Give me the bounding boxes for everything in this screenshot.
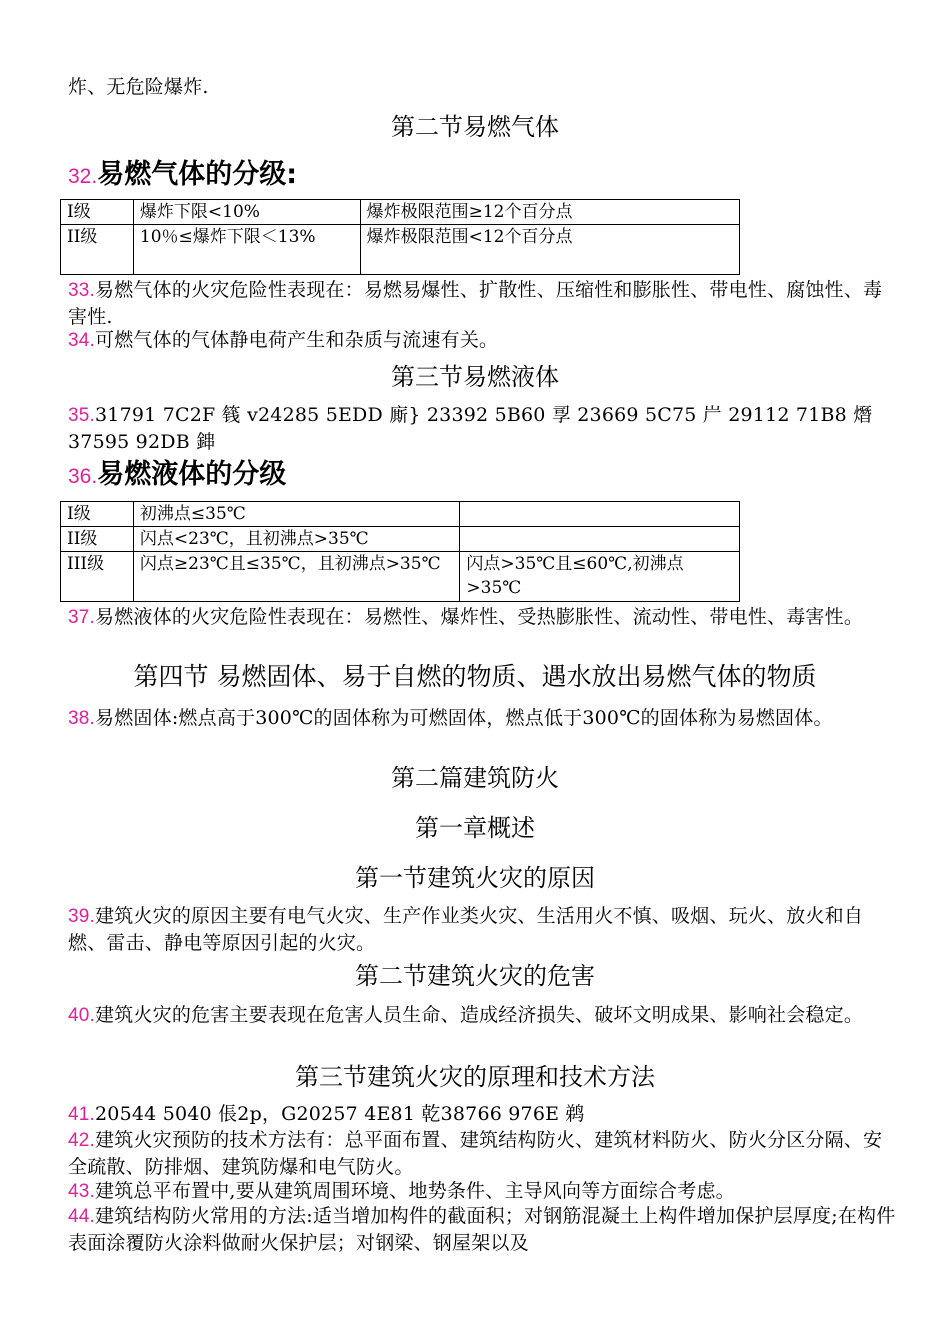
item-text: 建筑总平布置中,要从建筑周围环境、地势条件、主导风向等方面综合考虑。	[95, 1180, 735, 1202]
part-heading: 第二篇建筑防火	[391, 764, 559, 792]
item-text: 建筑火灾预防的技术方法有：总平面布置、建筑结构防火、建筑材料防火、防火分区分隔、安全疏散、防排烟、建筑防爆和电气防火。	[68, 1129, 883, 1178]
item-39	[68, 903, 898, 956]
item-number: 37.	[68, 607, 96, 628]
item-text: 建筑结构防火常用的方法:适当增加构件的截面积；对钢筋混凝土上构件增加保护层厚度;在构件表面涂覆防火涂料做耐火保护层；对钢梁、钢屋架以及	[68, 1205, 896, 1254]
item-36-heading	[68, 458, 286, 494]
gas-classification-table	[60, 199, 740, 275]
item-number: 44.	[68, 1206, 96, 1227]
item-34	[68, 327, 898, 354]
item-35	[68, 402, 898, 455]
item-32-heading	[68, 158, 297, 194]
item-text: 建筑火灾的原因主要有电气火灾、生产作业类火灾、生活用火不慎、吸烟、玩火、放火和自燃、雷击、静电等原因引起的火灾。	[68, 905, 864, 954]
item-number: 36.	[68, 465, 98, 488]
table-cell: 初沸点≤35℃	[133, 502, 460, 527]
table-cell: 闪点≥23℃且≤35℃，且初沸点>35℃	[133, 552, 460, 602]
table-cell: 闪点<23℃，且初沸点>35℃	[133, 527, 460, 552]
section-heading-cause: 第一节建筑火灾的原因	[355, 864, 595, 892]
table-cell: I级	[61, 200, 134, 225]
item-number: 41.	[68, 1104, 96, 1125]
item-text: 31791 7C2F 篯 v24285 5EDD 廝} 23392 5B60 孠 23669 5C75 屵 29112 71B8 熸 37595 92DB 鋛	[68, 404, 873, 453]
section-heading-solid: 第四节 易燃固体、易于自燃的物质、遇水放出易燃气体的物质	[133, 662, 817, 691]
item-number: 33.	[68, 280, 96, 301]
item-title: 易燃液体的分级	[97, 459, 287, 490]
item-text: 可燃气体的气体静电荷产生和杂质与流速有关。	[95, 329, 499, 351]
item-38	[68, 705, 898, 732]
table-cell: 爆炸极限范围<12个百分点	[360, 225, 739, 275]
table-cell	[460, 502, 740, 527]
table-cell: III级	[61, 552, 134, 602]
table-cell: II级	[61, 527, 134, 552]
item-text: 20544 5040 倀2p，G20257 4E81 乾38766 976E 鹈	[95, 1103, 585, 1125]
item-text: 易燃液体的火灾危险性表现在：易燃性、爆炸性、受热膨胀性、流动性、带电性、毒害性。	[95, 606, 864, 628]
table-cell: 爆炸下限<10%	[133, 200, 360, 225]
item-33	[68, 277, 898, 330]
table-cell: I级	[61, 502, 134, 527]
liquid-classification-table	[60, 501, 740, 602]
chapter-heading: 第一章概述	[415, 814, 535, 842]
item-number: 43.	[68, 1181, 96, 1202]
item-42	[68, 1127, 898, 1180]
table-cell	[460, 527, 740, 552]
item-number: 42.	[68, 1130, 96, 1151]
table-cell: 爆炸极限范围≥12个百分点	[360, 200, 739, 225]
item-number: 40.	[68, 1005, 96, 1026]
section-heading-gas: 第二节易燃气体	[391, 113, 559, 141]
item-text: 易燃气体的火灾危险性表现在：易燃易爆性、扩散性、压缩性和膨胀性、带电性、腐蚀性、毒害性.	[68, 279, 883, 328]
section-heading-liquid: 第三节易燃液体	[391, 363, 559, 391]
item-number: 32.	[68, 165, 98, 188]
item-43	[68, 1178, 898, 1205]
intro-line: 炸、无危险爆炸.	[68, 76, 209, 98]
item-41	[68, 1101, 898, 1128]
table-row	[61, 527, 740, 552]
item-number: 39.	[68, 906, 96, 927]
item-text: 建筑火灾的危害主要表现在危害人员生命、造成经济损失、破坏文明成果、影响社会稳定。	[95, 1004, 864, 1026]
item-40	[68, 1002, 898, 1029]
section-heading-method: 第三节建筑火灾的原理和技术方法	[295, 1063, 655, 1091]
table-cell: 10％≤爆炸下限＜13%	[133, 225, 360, 275]
item-text: 易燃固体:燃点高于300℃的固体称为可燃固体，燃点低于300℃的固体称为易燃固体。	[95, 707, 833, 729]
item-number: 34.	[68, 330, 96, 351]
item-title: 易燃气体的分级:	[97, 159, 298, 190]
item-number: 35.	[68, 405, 96, 426]
item-37	[68, 604, 898, 631]
table-cell: II级	[61, 225, 134, 275]
table-cell: 闪点>35℃且≤60℃,初沸点>35℃	[460, 552, 740, 602]
table-row	[61, 552, 740, 602]
table-row	[61, 200, 740, 225]
table-row	[61, 502, 740, 527]
section-heading-harm: 第二节建筑火灾的危害	[355, 962, 595, 990]
table-row	[61, 225, 740, 275]
item-number: 38.	[68, 708, 96, 729]
item-44	[68, 1203, 898, 1256]
